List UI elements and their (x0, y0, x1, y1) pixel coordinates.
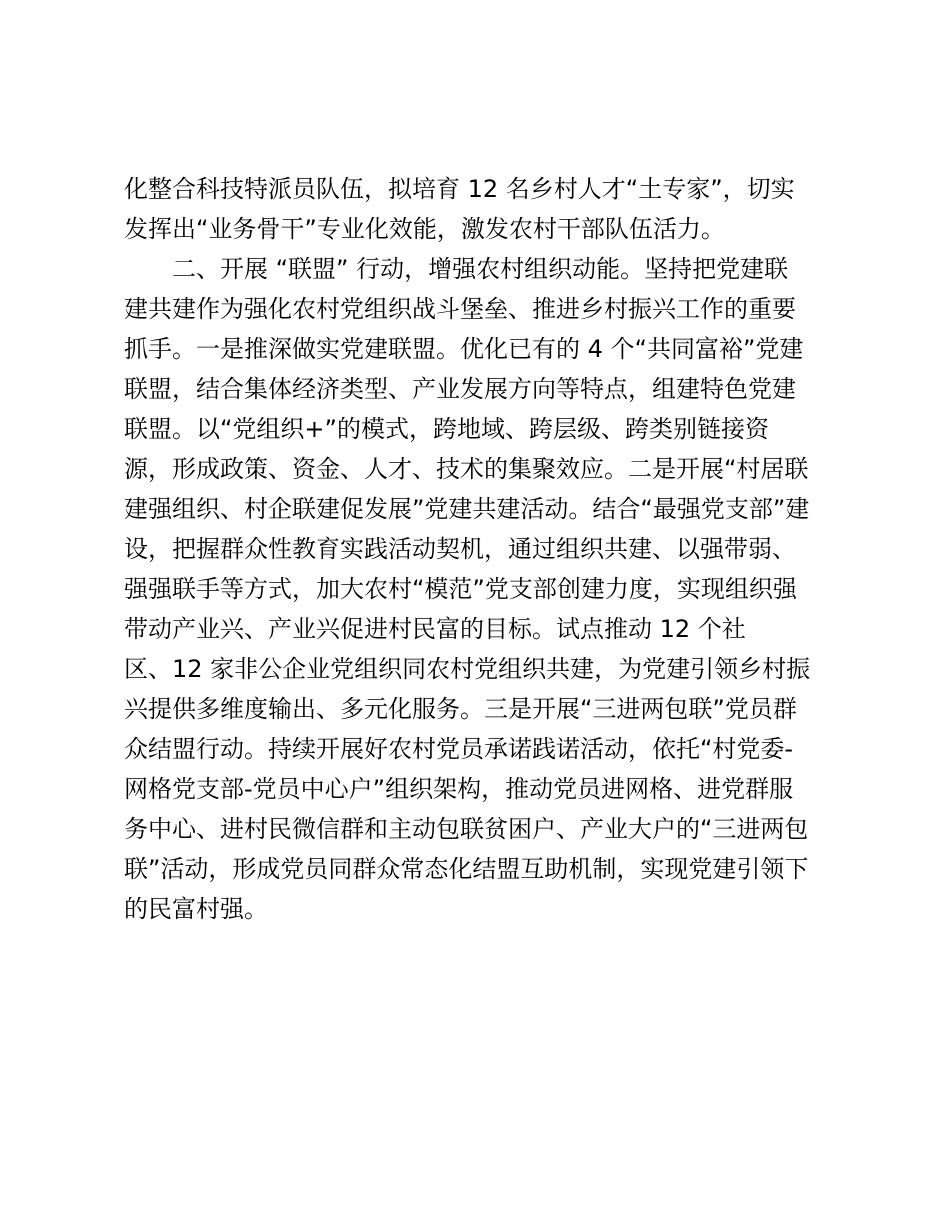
text-line: 抓手。一是推深做实党建联盟。优化已有的 4 个“共同富裕”党建 (124, 335, 804, 363)
text-line: 设，把握群众性教育实践活动契机，通过组织共建、以强带弱、 (124, 535, 796, 563)
text-line: 二、开展 “联盟” 行动，增强农村组织动能。坚持把党建联 (124, 255, 789, 283)
text-line: 众结盟行动。持续开展好农村党员承诺践诺活动，依托“村党委- (124, 735, 794, 763)
text-line: 兴提供多维度输出、多元化服务。三是开展“三进两包联”党员群 (124, 695, 797, 723)
text-line: 联盟，结合集体经济类型、产业发展方向等特点，组建特色党建 (124, 375, 796, 403)
text-line: 区、12 家非公企业党组织同农村党组织共建，为党建引领乡村振 (124, 655, 811, 683)
text-line: 网格党支部-党员中心户”组织架构，推动党员进网格、进党群服 (124, 775, 794, 803)
text-line: 带动产业兴、产业兴促进村民富的目标。试点推动 12 个社 (124, 615, 746, 643)
text-line: 的民富村强。 (124, 895, 268, 923)
text-line: 发挥出“业务骨干”专业化效能，激发农村干部队伍活力。 (124, 215, 725, 243)
text-line: 建共建作为强化农村党组织战斗堡垒、推进乡村振兴工作的重要 (124, 295, 796, 323)
text-line: 联”活动，形成党员同群众常态化结盟互助机制，实现党建引领下 (124, 855, 809, 883)
text-line: 建强组织、村企联建促发展”党建共建活动。结合“最强党支部”建 (124, 495, 810, 523)
text-line: 务中心、进村民微信群和主动包联贫困户、产业大户的“三进两包 (124, 815, 809, 843)
text-line: 源，形成政策、资金、人才、技术的集聚效应。二是开展“村居联 (124, 455, 809, 483)
text-line: 强强联手等方式，加大农村“模范”党支部创建力度，实现组织强 (124, 575, 797, 603)
body-text (124, 169, 844, 929)
text-line: 联盟。以“党组织+”的模式，跨地域、跨层级、跨类别链接资 (124, 415, 769, 443)
text-line: 化整合科技特派员队伍，拟培育 12 名乡村人才“土专家”，切实 (124, 175, 795, 203)
